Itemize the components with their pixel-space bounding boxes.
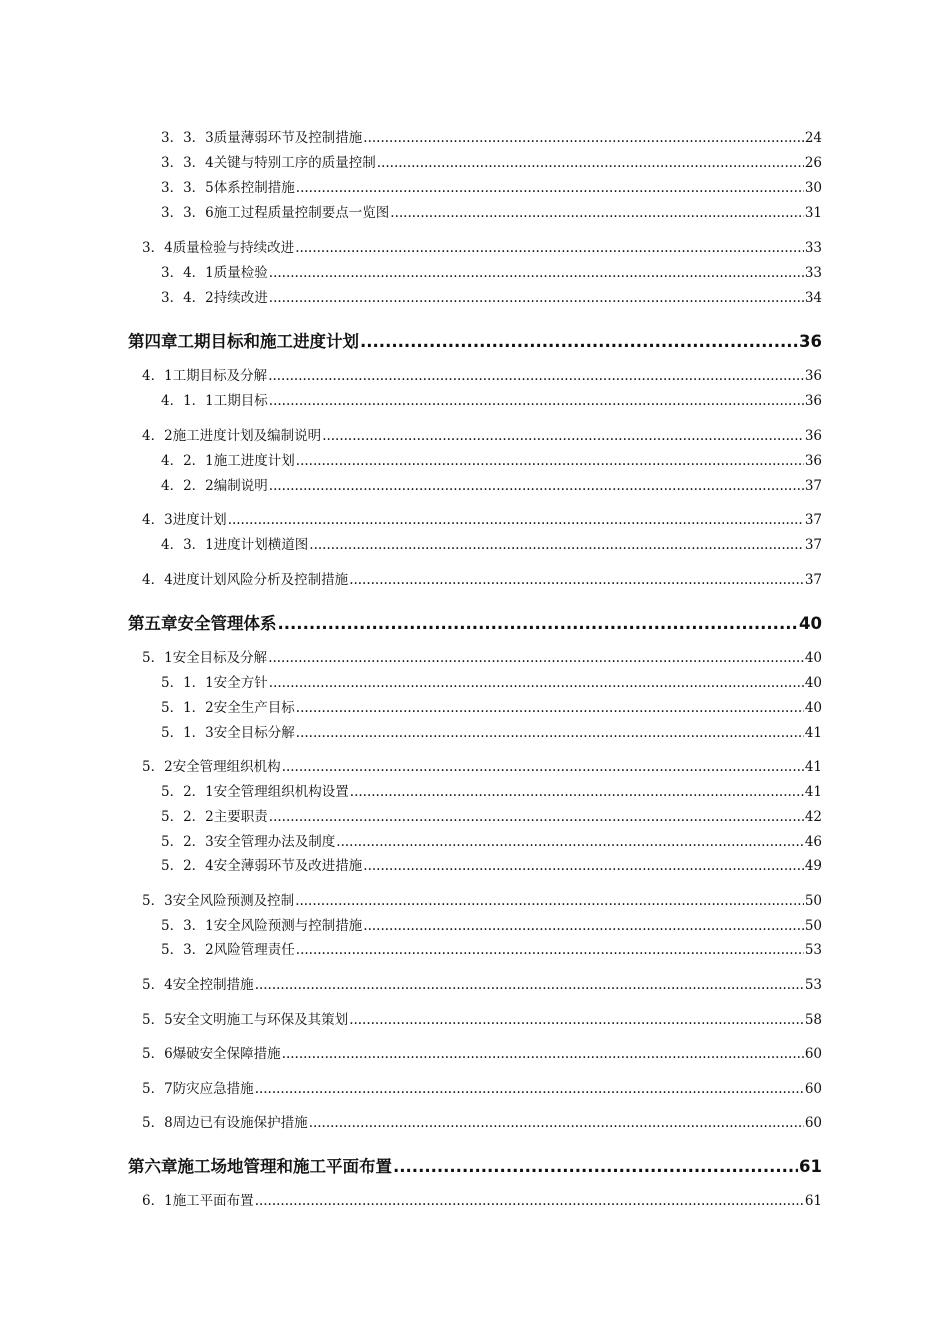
dot-leader (255, 1193, 804, 1209)
toc-section-entry[interactable] (142, 1111, 822, 1131)
toc-entry-title: 施工平面布置 (172, 1193, 254, 1209)
toc-section-entry[interactable] (142, 646, 822, 666)
toc-entry-number: 第五章 (128, 614, 178, 633)
toc-entry-title: 爆破安全保障措施 (172, 1046, 281, 1062)
toc-entry-number: 4．3．1 (161, 537, 214, 553)
toc-entry-page-number: 53 (804, 977, 822, 993)
toc-entry-page-number: 37 (804, 537, 822, 553)
dot-leader (268, 650, 804, 666)
toc-entry-number: 5．5 (142, 1012, 173, 1028)
dot-leader (282, 1046, 804, 1062)
toc-entry-page-number: 36 (804, 393, 822, 409)
toc-subsection-entry[interactable] (161, 176, 822, 196)
toc-entry-number: 4．1．1 (161, 393, 214, 409)
toc-entry-number: 第四章 (128, 332, 178, 351)
toc-entry-title: 安全管理组织机构设置 (213, 784, 349, 800)
toc-subsection-entry[interactable] (161, 805, 822, 825)
toc-entry-number: 5．4 (142, 977, 173, 993)
toc-entry-number: 3．3．5 (161, 180, 214, 196)
toc-section-entry[interactable] (142, 236, 822, 256)
toc-subsection-entry[interactable] (161, 780, 822, 800)
toc-entry-page-number: 31 (804, 205, 822, 221)
toc-entry-title: 主要职责 (213, 809, 268, 825)
toc-entry-page-number: 60 (804, 1046, 822, 1062)
toc-entry-title: 进度计划风险分析及控制措施 (172, 572, 349, 588)
toc-entry-page-number: 41 (804, 759, 822, 775)
toc-chapter-entry[interactable] (128, 328, 822, 352)
toc-entry-page-number: 36 (804, 428, 822, 444)
toc-subsection-entry[interactable] (161, 201, 822, 221)
dot-leader (278, 614, 799, 633)
toc-entry-number: 5．3．1 (161, 918, 214, 934)
toc-entry-title: 安全管理组织机构 (172, 759, 281, 775)
toc-entry-number: 5．2．3 (161, 834, 214, 850)
toc-entry-title: 进度计划 (172, 512, 227, 528)
toc-entry-title: 质量检验与持续改进 (172, 240, 295, 256)
dot-leader (296, 180, 804, 196)
toc-entry-page-number: 37 (804, 572, 822, 588)
toc-entry-title: 安全风险预测与控制措施 (213, 918, 363, 934)
dot-leader (269, 393, 804, 409)
toc-entry-title: 工期目标 (213, 393, 268, 409)
toc-entry-page-number: 37 (804, 478, 822, 494)
toc-subsection-entry[interactable] (161, 261, 822, 281)
toc-entry-page-number: 36 (804, 453, 822, 469)
toc-entry-title: 体系控制措施 (213, 180, 295, 196)
toc-entry-title: 编制说明 (213, 478, 268, 494)
toc-entry-number: 3．3．4 (161, 155, 214, 171)
toc-entry-number: 5．1．3 (161, 725, 214, 741)
toc-entry-number: 4．1 (142, 368, 173, 384)
dot-leader (228, 512, 804, 528)
toc-subsection-entry[interactable] (161, 151, 822, 171)
toc-subsection-entry[interactable] (161, 914, 822, 934)
toc-entry-page-number: 34 (804, 290, 822, 306)
dot-leader (309, 1115, 804, 1131)
toc-entry-title: 施工场地管理和施工平面布置 (177, 1157, 392, 1176)
dot-leader (268, 368, 804, 384)
toc-entry-page-number: 50 (804, 893, 822, 909)
toc-subsection-entry[interactable] (161, 474, 822, 494)
dot-leader (255, 1081, 804, 1097)
toc-chapter-entry[interactable] (128, 610, 822, 634)
toc-entry-page-number: 49 (804, 858, 822, 874)
toc-entry-page-number: 58 (804, 1012, 822, 1028)
toc-entry-title: 工期目标和施工进度计划 (177, 332, 359, 351)
dot-leader (296, 700, 804, 716)
toc-entry-title: 安全文明施工与环保及其策划 (172, 1012, 349, 1028)
dot-leader (363, 858, 804, 874)
toc-entry-number: 5．7 (142, 1081, 173, 1097)
toc-section-entry[interactable] (142, 1189, 822, 1209)
toc-entry-page-number: 30 (804, 180, 822, 196)
toc-entry-title: 安全生产目标 (213, 700, 295, 716)
dot-leader (296, 725, 804, 741)
dot-leader (322, 428, 804, 444)
dot-leader (296, 453, 804, 469)
toc-entry-page-number: 40 (804, 650, 822, 666)
toc-section-entry[interactable] (142, 1008, 822, 1028)
toc-entry-number: 3．4．2 (161, 290, 214, 306)
dot-leader (363, 918, 804, 934)
toc-entry-number: 5．2．1 (161, 784, 214, 800)
toc-section-entry[interactable] (142, 889, 822, 909)
dot-leader (363, 130, 804, 146)
toc-entry-number: 6．1 (142, 1193, 173, 1209)
toc-entry-page-number: 60 (804, 1081, 822, 1097)
toc-entry-number: 第六章 (128, 1157, 178, 1176)
toc-entry-title: 风险管理责任 (213, 942, 295, 958)
dot-leader (295, 893, 804, 909)
toc-entry-page-number: 41 (804, 725, 822, 741)
dot-leader (296, 942, 804, 958)
toc-entry-page-number: 60 (804, 1115, 822, 1131)
toc-entry-page-number: 26 (804, 155, 822, 171)
toc-subsection-entry[interactable] (161, 696, 822, 716)
toc-subsection-entry[interactable] (161, 854, 822, 874)
dot-leader (349, 1012, 804, 1028)
dot-leader (350, 784, 804, 800)
dot-leader (269, 675, 804, 691)
toc-entry-title: 质量检验 (213, 265, 268, 281)
dot-leader (255, 977, 804, 993)
toc-entry-title: 关键与特别工序的质量控制 (213, 155, 376, 171)
toc-entry-number: 4．2．2 (161, 478, 214, 494)
toc-entry-page-number: 42 (804, 809, 822, 825)
toc-entry-title: 工期目标及分解 (172, 368, 268, 384)
dot-leader (269, 265, 804, 281)
dot-leader (393, 1157, 798, 1176)
toc-entry-page-number: 40 (804, 675, 822, 691)
toc-entry-title: 安全控制措施 (172, 977, 254, 993)
toc-entry-page-number: 53 (804, 942, 822, 958)
toc-entry-number: 5．6 (142, 1046, 173, 1062)
toc-entry-page-number: 37 (804, 512, 822, 528)
toc-entry-page-number: 36 (804, 368, 822, 384)
toc-entry-number: 5．1．1 (161, 675, 214, 691)
toc-entry-title: 进度计划横道图 (213, 537, 309, 553)
toc-subsection-entry[interactable] (161, 533, 822, 553)
toc-entry-number: 3．3．3 (161, 130, 214, 146)
toc-subsection-entry[interactable] (161, 126, 822, 146)
dot-leader (269, 290, 804, 306)
dot-leader (309, 537, 804, 553)
toc-entry-number: 5．2．4 (161, 858, 214, 874)
toc-section-entry[interactable] (142, 755, 822, 775)
toc-section-entry[interactable] (142, 973, 822, 993)
toc-entry-page-number: 40 (804, 700, 822, 716)
toc-entry-title: 安全薄弱环节及改进措施 (213, 858, 363, 874)
toc-entry-number: 5．2 (142, 759, 173, 775)
dot-leader (282, 759, 804, 775)
toc-entry-page-number: 24 (804, 130, 822, 146)
toc-entry-page-number: 50 (804, 918, 822, 934)
toc-entry-number: 3．4．1 (161, 265, 214, 281)
toc-entry-number: 3．4 (142, 240, 173, 256)
toc-section-entry[interactable] (142, 508, 822, 528)
toc-entry-number: 5．8 (142, 1115, 173, 1131)
toc-subsection-entry[interactable] (161, 449, 822, 469)
toc-entry-title: 施工进度计划及编制说明 (172, 428, 322, 444)
toc-entry-page-number: 46 (804, 834, 822, 850)
toc-entry-page-number: 61 (804, 1193, 822, 1209)
toc-section-entry[interactable] (142, 364, 822, 384)
toc-entry-number: 5．1 (142, 650, 173, 666)
toc-entry-page-number: 61 (799, 1157, 822, 1176)
toc-section-entry[interactable] (142, 424, 822, 444)
toc-entry-number: 4．4 (142, 572, 173, 588)
toc-entry-title: 安全风险预测及控制 (172, 893, 295, 909)
toc-entry-number: 3．3．6 (161, 205, 214, 221)
toc-entry-number: 5．3 (142, 893, 173, 909)
toc-entry-page-number: 41 (804, 784, 822, 800)
dot-leader (390, 205, 804, 221)
toc-subsection-entry[interactable] (161, 830, 822, 850)
toc-section-entry[interactable] (142, 1042, 822, 1062)
dot-leader (377, 155, 804, 171)
toc-entry-page-number: 36 (799, 332, 822, 351)
toc-subsection-entry[interactable] (161, 721, 822, 741)
toc-subsection-entry[interactable] (161, 938, 822, 958)
toc-entry-title: 质量薄弱环节及控制措施 (213, 130, 363, 146)
toc-entry-title: 安全目标分解 (213, 725, 295, 741)
toc-entry-title: 安全管理体系 (177, 614, 277, 633)
toc-entry-title: 周边已有设施保护措施 (172, 1115, 308, 1131)
dot-leader (269, 478, 804, 494)
dot-leader (295, 240, 804, 256)
dot-leader (336, 834, 804, 850)
toc-section-entry[interactable] (142, 1077, 822, 1097)
toc-subsection-entry[interactable] (161, 389, 822, 409)
toc-entry-title: 安全目标及分解 (172, 650, 268, 666)
toc-entry-title: 施工过程质量控制要点一览图 (213, 205, 390, 221)
toc-section-entry[interactable] (142, 568, 822, 588)
toc-entry-page-number: 33 (804, 265, 822, 281)
toc-subsection-entry[interactable] (161, 671, 822, 691)
toc-entry-title: 安全管理办法及制度 (213, 834, 336, 850)
toc-entry-number: 4．3 (142, 512, 173, 528)
toc-entry-page-number: 33 (804, 240, 822, 256)
toc-entry-title: 施工进度计划 (213, 453, 295, 469)
toc-entry-number: 5．2．2 (161, 809, 214, 825)
toc-entry-number: 4．2 (142, 428, 173, 444)
dot-leader (360, 332, 798, 351)
toc-chapter-entry[interactable] (128, 1153, 822, 1177)
toc-entry-title: 安全方针 (213, 675, 268, 691)
toc-entry-title: 防灾应急措施 (172, 1081, 254, 1097)
toc-entry-number: 5．3．2 (161, 942, 214, 958)
dot-leader (349, 572, 804, 588)
toc-entry-title: 持续改进 (213, 290, 268, 306)
toc-entry-number: 4．2．1 (161, 453, 214, 469)
toc-subsection-entry[interactable] (161, 286, 822, 306)
toc-entry-number: 5．1．2 (161, 700, 214, 716)
dot-leader (269, 809, 804, 825)
toc-entry-page-number: 40 (799, 614, 822, 633)
